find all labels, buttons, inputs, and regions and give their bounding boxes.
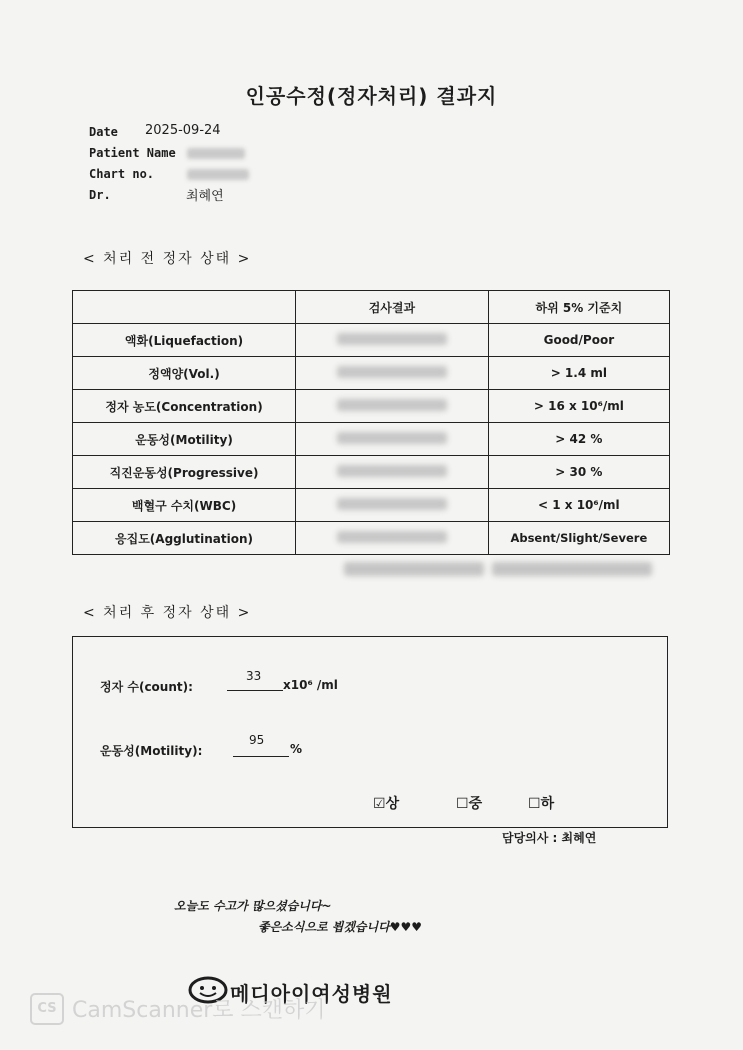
row-reference: Absent/Slight/Severe [488, 522, 669, 555]
grade-low-checkbox [528, 793, 554, 813]
chart-no-redacted [187, 169, 249, 180]
table-row [73, 357, 670, 390]
page-title: 인공수정(정자처리) 결과지 [245, 84, 498, 108]
row-reference: > 16 x 10⁶/ml [488, 390, 669, 423]
patient-name-label: Patient Name [89, 146, 176, 160]
table-row [73, 423, 670, 456]
result-redacted [296, 489, 489, 522]
count-label: 정자 수(count): [100, 680, 193, 694]
motility-value: 95 [249, 733, 265, 747]
grade-mid-checkbox [456, 793, 482, 813]
chart-no-label: Chart no. [89, 167, 155, 181]
row-label: 정액양(Vol.) [73, 357, 296, 390]
row-label: 직진운동성(Progressive) [73, 456, 296, 489]
result-redacted [296, 522, 489, 555]
result-redacted [296, 324, 489, 357]
row-label: 백혈구 수치(WBC) [73, 489, 296, 522]
doctor-value: 최혜연 [186, 189, 224, 204]
row-label: 응집도(Agglutination) [73, 522, 296, 555]
count-underline [227, 689, 283, 691]
row-reference: > 1.4 ml [488, 357, 669, 390]
checked-box-icon: ☑ [373, 796, 386, 812]
result-redacted [296, 423, 489, 456]
count-value: 33 [246, 669, 262, 683]
result-redacted [296, 456, 489, 489]
table-row [73, 522, 670, 555]
motility-label: 운동성(Motility): [100, 744, 203, 758]
count-unit: x10⁶ /ml [283, 678, 338, 692]
redacted-note-left [344, 562, 484, 576]
motility-unit: % [290, 742, 303, 756]
row-label: 운동성(Motility) [73, 423, 296, 456]
row-label: 액화(Liquefaction) [73, 324, 296, 357]
table-header-blank [73, 291, 296, 324]
row-label: 정자 농도(Concentration) [73, 390, 296, 423]
doctor-signature: 담당의사 : 최혜연 [502, 831, 597, 845]
camscanner-logo-icon: CS [30, 993, 64, 1025]
hospital-name: 메디아이여성병원 [230, 982, 393, 1006]
grade-high-label: 상 [385, 796, 400, 812]
date-label: Date [89, 125, 118, 139]
semen-analysis-table [72, 290, 670, 555]
message-line-1: 오늘도 수고가 많으셨습니다~ [174, 899, 332, 913]
table-row [73, 390, 670, 423]
row-reference: > 42 % [488, 423, 669, 456]
table-row [73, 489, 670, 522]
row-reference: Good/Poor [488, 324, 669, 357]
table-header-result: 검사결과 [296, 291, 489, 324]
redacted-note-right [492, 562, 652, 576]
before-section-title: < 처리 전 정자 상태 > [83, 251, 252, 267]
camscanner-watermark: CamScanner로 스캔하기 [72, 998, 326, 1023]
doctor-label: Dr. [89, 188, 111, 202]
date-value: 2025-09-24 [145, 123, 221, 138]
row-reference: < 1 x 10⁶/ml [488, 489, 669, 522]
motility-underline [233, 755, 289, 757]
table-header-row [73, 291, 670, 324]
message-line-2: 좋은소식으로 뵙겠습니다♥♥♥ [258, 920, 422, 934]
patient-name-redacted [187, 148, 245, 159]
grade-low-label: 하 [540, 796, 555, 812]
grade-mid-label: 중 [468, 796, 483, 812]
after-processing-box [72, 636, 668, 828]
empty-box-icon: ☐ [528, 796, 541, 812]
after-section-title: < 처리 후 정자 상태 > [83, 605, 252, 621]
table-row [73, 456, 670, 489]
grade-high-checkbox [373, 793, 399, 813]
empty-box-icon: ☐ [456, 796, 469, 812]
table-header-reference: 하위 5% 기준치 [488, 291, 669, 324]
result-redacted [296, 390, 489, 423]
table-row [73, 324, 670, 357]
result-redacted [296, 357, 489, 390]
row-reference: > 30 % [488, 456, 669, 489]
